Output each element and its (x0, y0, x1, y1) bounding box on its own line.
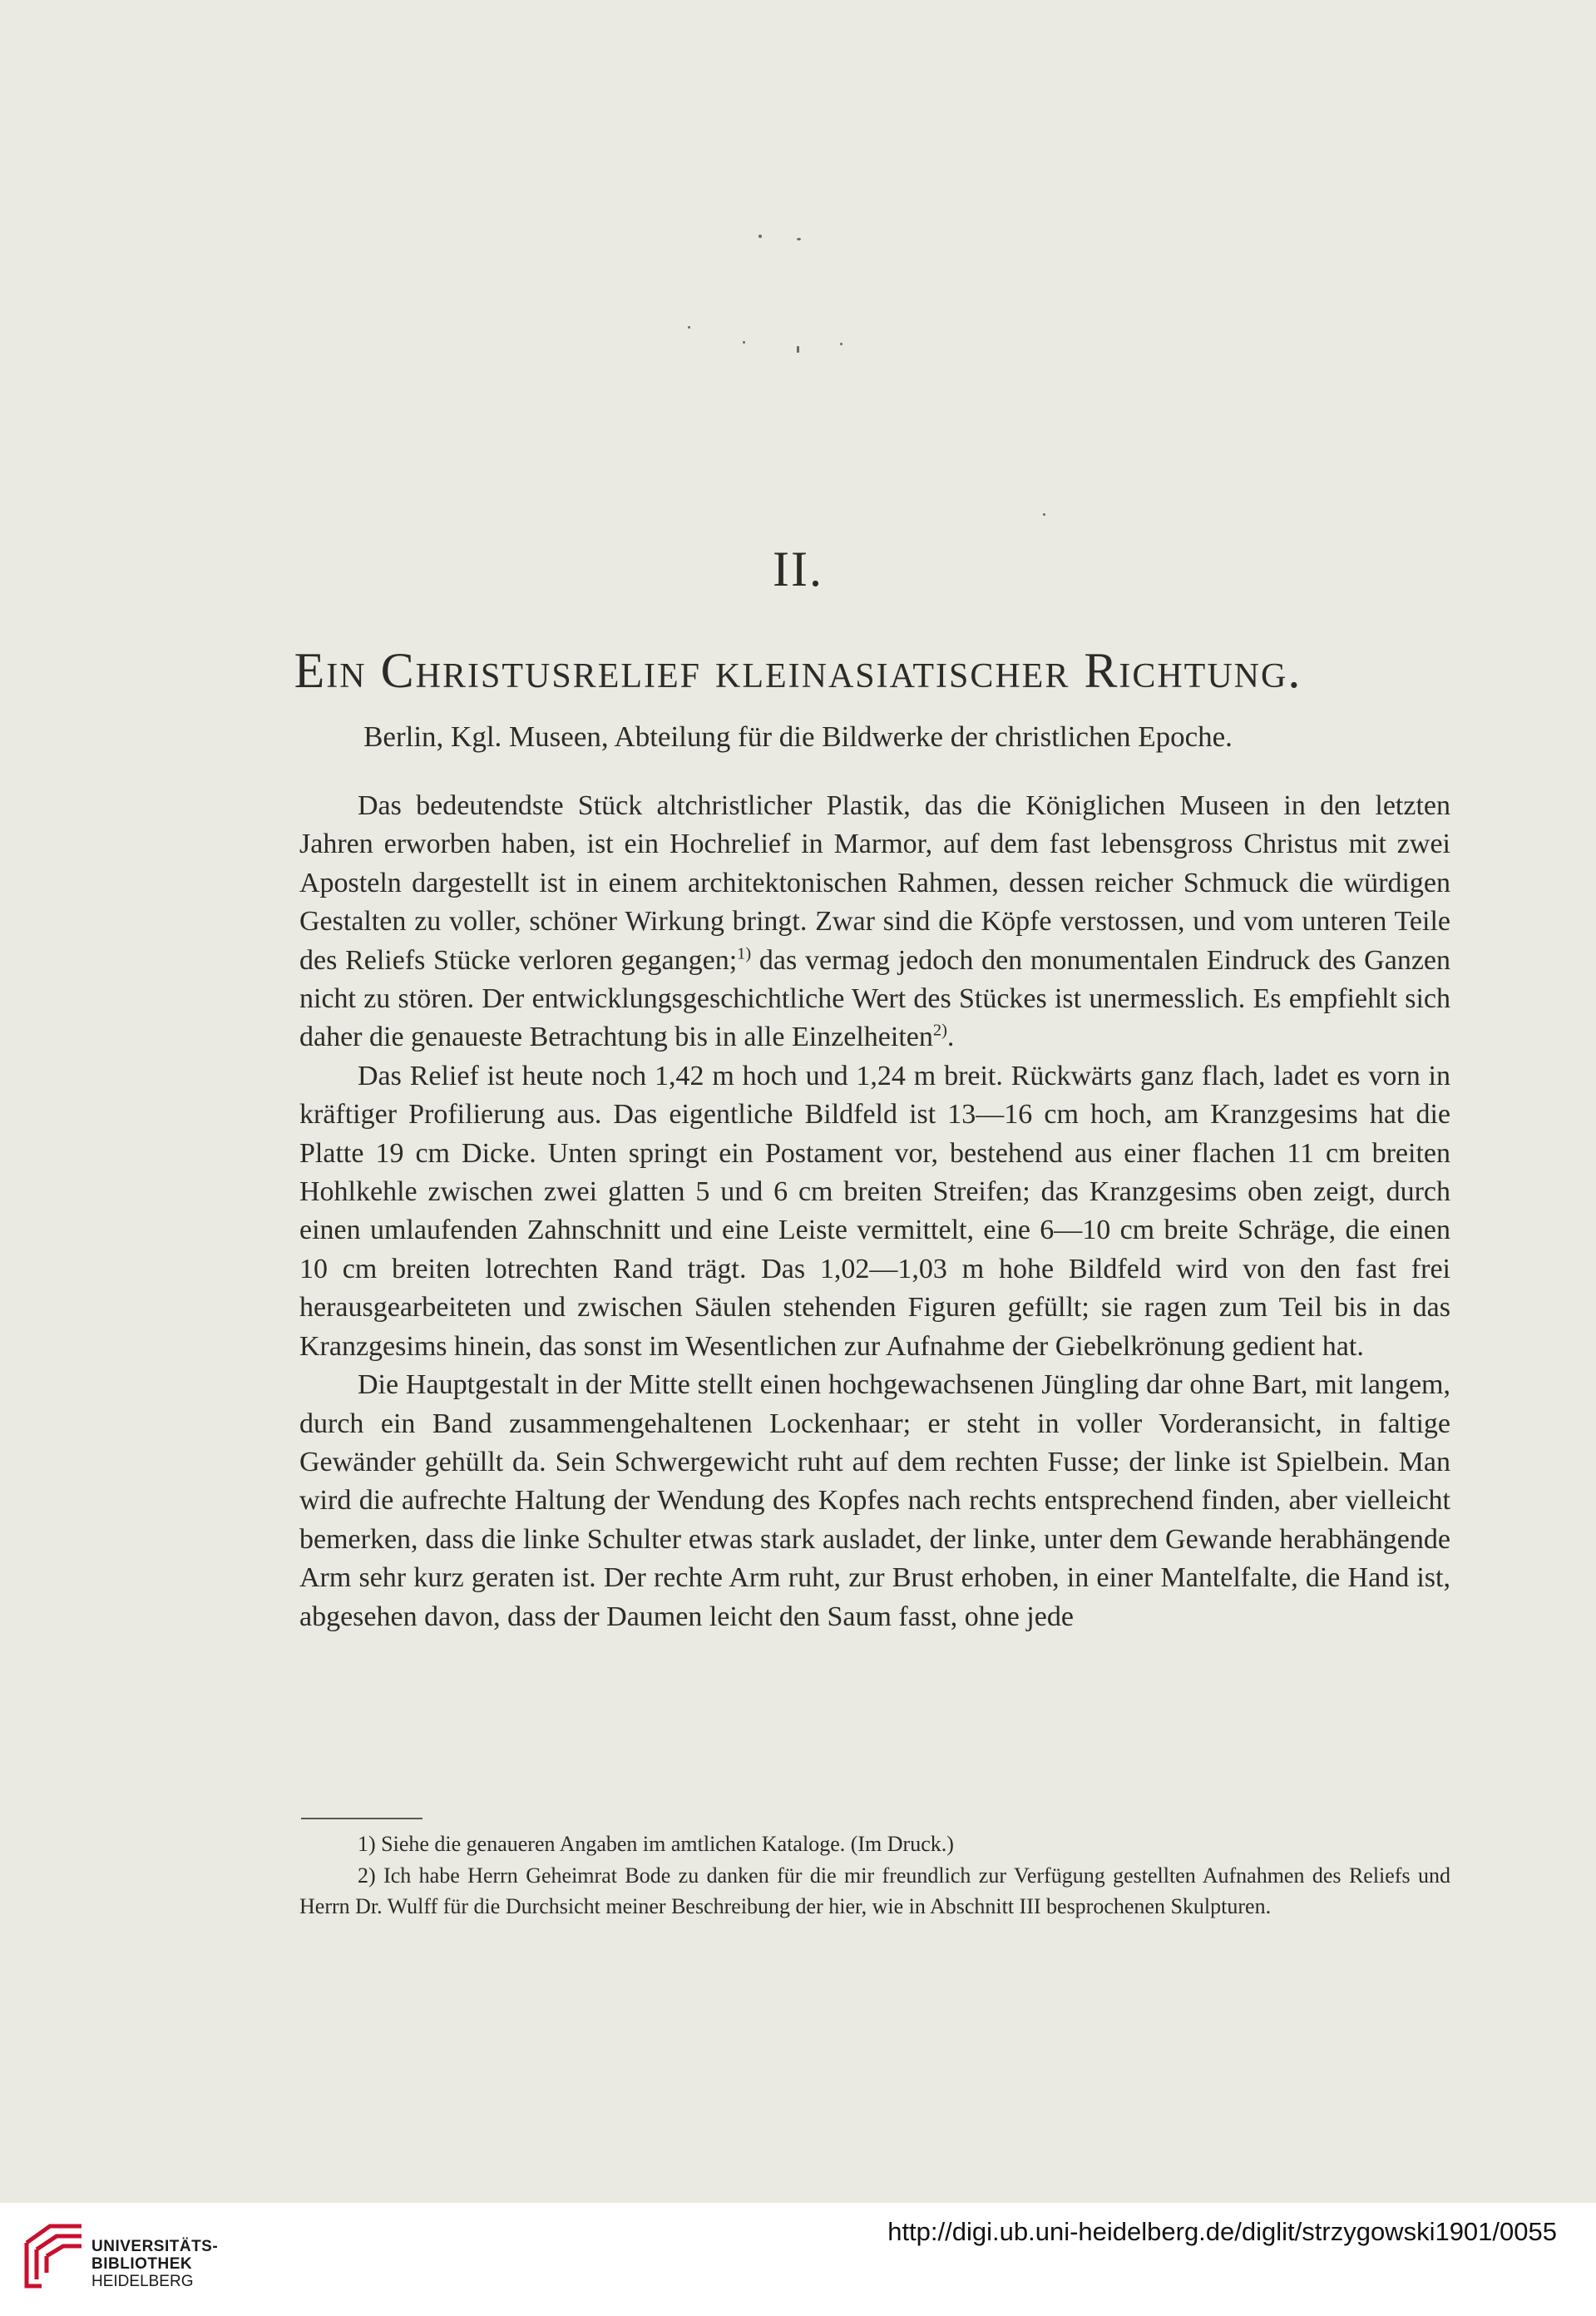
paragraph (299, 1366, 1450, 1636)
footnotes (299, 1829, 1450, 1923)
paragraph-text: Die Hauptgestalt in der Mitte stellt einen hochgewachsenen Jüngling dar ohne Bart, mit langem, durch ein Band zusammengehaltenen Lockenhaar; er steht in voller Vorderansicht, in faltige Gewänder gehüllt da. Sein Schwergewicht ruht auf dem rechten Fusse; der linke ist Spielbein. Man wird die aufrechte Haltung der Wendung des Kopfes nach rechts entsprechend finden, aber vielleicht bemerken, dass die linke Schulter etwas stark ausladet, der linke, unter dem Gewande herabhängende Arm sehr kurz geraten ist. Der rechte Arm ruht, zur Brust erhoben, in einer Mantelfalte, die Hand ist, abgesehen davon, dass der Daumen leicht den Saum fasst, ohne jede (299, 1369, 1450, 1632)
paragraph-text: das vermag jedoch den monumentalen Eindruck des Ganzen nicht zu stören. Der entwicklungsgeschichtliche Wert des Stückes ist unermesslich. Es empfiehlt sich daher die genaueste Betrachtung bis in alle Einzelheiten (299, 944, 1451, 1053)
paragraph-text: Das Relief ist heute noch 1,42 m hoch und 1,24 m breit. Rückwärts ganz flach, ladet es vorn in kräftiger Profilierung aus. Das eigentliche Bildfeld ist 13—16 cm hoch, am Kranzgesims hat die Platte 19 cm Dicke. Unten springt ein Postament vor, bestehend aus einer flachen 11 cm breiten Hohlkehle zwischen zwei glatten 5 und 6 cm breiten Streifen; das Kranzgesims oben zeigt, durch einen umlaufenden Zahnschnitt und eine Leiste vermittelt, eine 6—10 cm breite Schräge, die einen 10 cm breiten lotrechten Rand trägt. Das 1,02—1,03 m hohe Bildfeld wird von den fast frei herausgearbeiteten und zwischen Säulen stehenden Figuren gefüllt; sie ragen zum Teil bis in das Kranzgesims hinein, das sonst im Wesentlichen zur Aufnahme der Giebelkrönung gedient hat. (299, 1060, 1450, 1362)
library-name-line: HEIDELBERG (91, 2273, 194, 2290)
library-name-line: BIBLIOTHEK (91, 2255, 193, 2273)
footnote-divider (301, 1818, 422, 1819)
paragraph (299, 1057, 1450, 1366)
footnote: 2) Ich habe Herrn Geheimrat Bode zu danken für die mir freundlich zur Verfügung gestellten Aufnahmen des Reliefs und Herrn Dr. Wulff für die Durchsicht meiner Beschreibung der hier, wie in Abschnitt III besprochenen Skulpturen. (299, 1863, 1450, 1918)
footnote-ref: 1) (737, 944, 752, 963)
chapter-number: II. (773, 542, 823, 596)
library-name-line: UNIVERSITÄTS- (91, 2238, 219, 2255)
paragraph-text: Das bedeutendste Stück altchristlicher Plastik, das die Königlichen Museen in den letzten Jahren erworben haben, ist ein Hochrelief in Marmor, auf dem fast lebensgross Christus mit zwei Aposteln dargestellt ist in einem architektonischen Rahmen, dessen reicher Schmuck die würdigen Gestalten zu voller, schöner Wirkung bringt. Zwar sind die Köpfe verstossen, und vom unteren Teile des Reliefs Stücke verloren gegangen; (299, 790, 1450, 976)
footnote: 1) Siehe die genaueren Angaben im amtlichen Kataloge. (Im Druck.) (358, 1832, 954, 1856)
library-name (91, 2238, 218, 2290)
paragraph (299, 787, 1450, 1057)
paragraph-text: . (946, 1022, 955, 1053)
chapter-subtitle: Berlin, Kgl. Museen, Abteilung für die Bildwerke der christlichen Epoche. (363, 720, 1233, 753)
library-logo-icon (17, 2220, 90, 2293)
body-text (299, 787, 1450, 1636)
source-url[interactable]: http://digi.ub.uni-heidelberg.de/diglit/strzygowski1901/0055 (887, 2217, 1557, 2246)
chapter-title: Ein Christusrelief kleinasiatischer Richtung. (294, 643, 1302, 698)
footnote-ref: 2) (932, 1022, 947, 1041)
